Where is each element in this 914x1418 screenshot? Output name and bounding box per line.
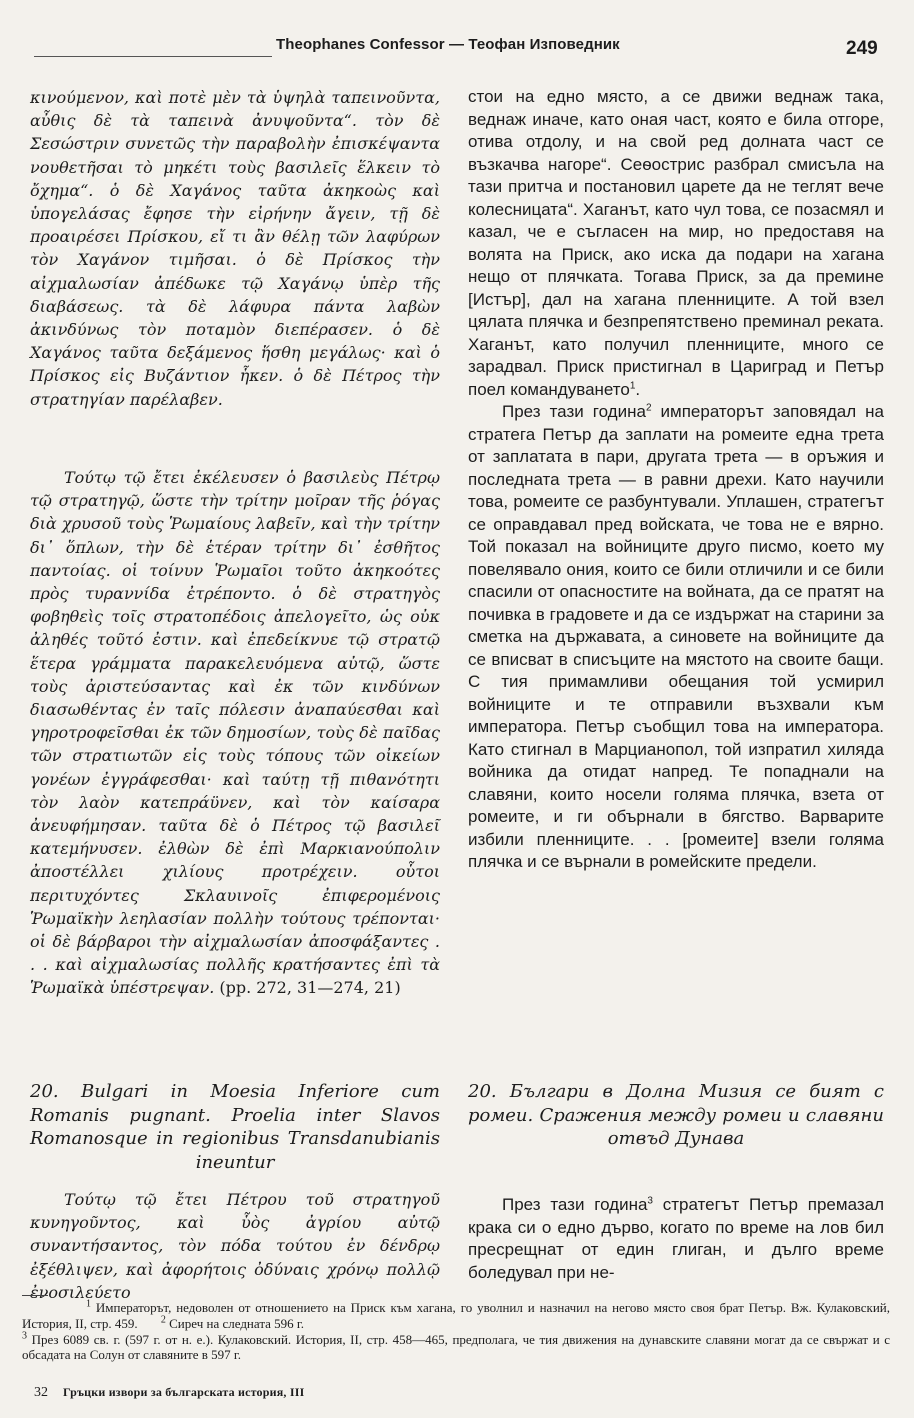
bulgarian-paragraph-3 <box>468 1194 884 1284</box>
signature-number: 32 <box>34 1385 48 1400</box>
bulgarian-text-3-start: През тази година <box>502 1195 648 1214</box>
footnote-ref-2: 2 <box>645 402 652 414</box>
bulgarian-section-heading: 20. Българи в Долна Мизия се бият с ромеи. Сражения между ромеи и славяни отвъд Дунава <box>468 1081 884 1149</box>
greek-paragraph-3 <box>30 1188 440 1304</box>
footnote-mark-2: 2 <box>160 1314 166 1326</box>
bulgarian-text-1: стои на едно място, а се движи веднаж така, веднаж иначе, като оная част, която е била отгоре, отива отдолу, и на свой ред долната част се възкачва нагоре“. Сеѳострис разбрал смисъла на тази притча и постановил царете да не теглят вече колесницата“. Хаганът, като чул това, се позасмял и казал, че е съгласен на мир, но предоставя на волята на Приск, ако иска да подари на хагана нещо от плячката. Тогава Приск, за да премине [Истър], дал на хагана пленниците. А той взел цялата плячка и безпрепятствено преминал реката. Хаганът, като получил пленниците, много се зарадвал. Приск пристигнал в Цариград и Петър поел командуването$^1$. <box>468 87 884 399</box>
footnote-ref-3: 3 <box>647 1195 653 1207</box>
page-number: 249 <box>846 38 878 59</box>
page-header <box>0 0 914 70</box>
greek-text-2-body: Τούτῳ τῷ ἔτει ἐκέλευσεν ὁ βασιλεὺς Πέτρῳ τῷ στρατηγῷ, ὥστε τὴν τρίτην μοῖραν τῆς ῥόγας διὰ χρυσοῦ τοὺς Ῥωμαίους λαβεῖν, καὶ τὴν τρίτην δι᾽ ὅπλων, τὴν δὲ ἑτέραν τρίτην δι᾽ ἐσθῆτος παντοίας. οἱ τοίνυν Ῥωμαῖοι τοῦτο ἀκηκοότες πρὸς τυραννίδα ἐτρέποντο. ὁ δὲ στρατηγὸς φοβηθεὶς τοῖς στρατοπέδοις ἀπελογεῖτο, ὡς οὐκ ἀληθές τοῦτό ἐστιν. καὶ ἐπεδείκνυε τῷ στρατῷ ἕτερα γράμματα παρακελευόμενα αὐτῷ, ὥστε τοὺς ἀριστεύσαντας καὶ ἐκ τῶν κινδύνων διασωθέντας ἐν ταῖς πόλεσιν ἀναπαύεσθαι καὶ γηροτροφεῖσθαι ἐκ τῶν δημοσίων, τοὺς δὲ παῖδας τῶν στρατιωτῶν εἰς τοὺς τόπους τῶν οἰκείων γονέων ἐγγράφεσθαι· καὶ ταύτῃ τῇ πιθανότητι τὸν λαὸν κατεπράϋνεν, καὶ τὸν καίσαρα ἀνευφήμησαν. ταῦτα δὲ ὁ Πέτρος τῷ βασιλεῖ κατεμήνυσεν. ἐλθὼν δὲ ἐπὶ Μαρκιανούπολιν ἀποστέλλει χιλίους προτρέχειν. οὗτοι περιτυχόντες Σκλαυινοῖς ἐπιφερομένοις Ῥωμαϊκὴν λεηλασίαν πολλὴν τούτους τρέπονται· οἱ δὲ βάρβαροι τὴν αἰχμαλωσίαν ἀποσφάξαντες . . . καὶ αἰχμαλωσίας πολλῆς κρατήσαντες ἐπὶ τὰ Ῥωμαϊκὰ ὑπέστρεψαν. <box>30 468 440 998</box>
bulgarian-text-2-start: През тази година <box>502 402 646 421</box>
bulgarian-text-1-body: стои на едно място, а се движи веднаж така, веднаж иначе, като оная част, която е била отгоре, отива отдолу, и на свой ред долната част се възкачва нагоре“. Сеѳострис разбрал смисъла на тази притча и постановил царете да не теглят вече колесницата“. Хаганът, като чул това, се позасмял и казал, че е съгласен на мир, но предоставя на волята на Приск, ако иска да подари на хагана нещо от плячката. Тогава Приск, за да премине [Истър], дал на хагана пленниците. А той взел цялата плячка и безпрепятствено преминал реката. Хаганът, като получил пленниците, много се зарадвал. Приск пристигнал в Цариград и Петър поел командуването <box>468 87 884 399</box>
footnote-mark-1: 1 <box>86 1298 91 1310</box>
footnote-mark-3: 3 <box>22 1330 27 1342</box>
bulgarian-text-3-body: стратегът Петър премазал крака си о едно дърво, когато по време на лов бил пресрещнат от един глиган, и дълго време боледувал при не- <box>468 1195 884 1282</box>
bulgarian-text-2-body: императорът заповядал на стратега Петър да заплати на ромеите една трета от заплатата в пари, другата трета — в оръжия и последната трета — в равни дрехи. Като научили това, ромеите се разбунтували. Уплашен, стратегът се оправдавал пред войската, че това не е вярно. Той показал на войниците друго писмо, което му повелявало ония, които се били отличили и се били спасили от опасностите на войната, да се пратят на почивка в градовете и да се издържат на старини за сметка на държавата, а синовете на войниците да се вписват в списъците на мястото на своите бащи. С тия примамливи обещания той усмирил войниците и те отправили възхвали към императора. Петър съобщил това на императора. Като стигнал в Марцианопол, той изпратил хиляда войника да отидат напред. Те попаднали на славяни, които носели голяма плячка, взета от ромеите, и ги обърнали в бягство. Варварите избили пленниците. . . [ромеите] взели голяма плячка и се върнали в ромейските предели. <box>468 402 884 871</box>
bulgarian-text-2 <box>468 401 884 874</box>
footnotes <box>22 1300 890 1363</box>
book-title: Гръцки извори за българската история, III <box>63 1385 305 1399</box>
footnote-rule <box>22 1295 48 1296</box>
running-title: Theophanes Confessor — Теофан Изповедник <box>276 36 620 53</box>
page-footer <box>34 1385 304 1401</box>
greek-paragraph-1 <box>30 86 440 411</box>
greek-text-2 <box>30 466 440 1000</box>
latin-section-heading: 20. Bulgari in Moesia Inferiore cum Romanis pugnant. Proelia inter Slavos Romanosque in regionibus Transdanubianis ineuntur <box>30 1081 440 1173</box>
footnote-ref-1: 1 <box>629 379 636 391</box>
bulgarian-paragraph-1 <box>468 86 884 874</box>
footnote-3: През 6089 св. г. (597 г. от н. е.). Кулаковский. История, II, стр. 458—465, предполага, че тия движения на дунавските славяни могат да се свържат и с обсадата на Солун от славяните в 597 г. <box>22 1331 890 1363</box>
bulgarian-text-3 <box>468 1194 884 1284</box>
greek-text-3: Τούτῳ τῷ ἔτει Πέτρου τοῦ στρατηγοῦ κυνηγοῦντος, καὶ ὗὸς ἀγρίου αὐτῷ συναντήσαντος, τὸν πόδα τούτου ἐν δένδρῳ ἐξέθλιψεν, καὶ ἀφορήτοις ὀδύναις χρόνῳ πολλῷ ἐνοσιλεύετο <box>30 1190 440 1302</box>
footnote-1: Императорът, недоволен от отношението на Приск към хагана, го уволнил и назначил на негово място своя брат Петър. Вж. Кулаковский, История, II, стр. 459. <box>22 1300 890 1331</box>
greek-paragraph-2 <box>30 466 440 1000</box>
header-rule <box>34 56 272 57</box>
footnote-2: Сиреч на следната 596 г. <box>165 1315 305 1331</box>
greek-text-1: κινούμενον, καὶ ποτὲ μὲν τὰ ὑψηλὰ ταπεινοῦντα, αὖθις δὲ τὰ ταπεινὰ ἀνυψοῦντα“. τὸν δὲ Σεσώστριν συνετῶς τὴν παραβολὴν ἐπισκέψαντα νουθετῆσαι τὸ μηκέτι τοὺς βασιλεῖς ἕλκειν τὸ ὄχημα“. ὁ δὲ Χαγάνος ταῦτα ἀκηκοὼς καὶ ὑπογελάσας ἔφησε τὴν εἰρήνην ἄγειν, τῇ δὲ προαιρέσει Πρίσκου, εἴ τι ἂν θέλῃ τῶν λαφύρων τὸν Χαγάνον τιμῆσαι. ὁ δὲ Πρίσκος τὴν αἰχμαλωσίαν ἀπέδωκε τῷ Χαγάνῳ ὑπὲρ τῆς διαβάσεως. τὰ δὲ λάφυρα πάντα λαβὼν ἀκινδύνως τὸν ποταμὸν διεπέρασεν. ὁ δὲ Χαγάνος ταῦτα δεξάμενος ἥσθη μεγάλως· καὶ ὁ Πρίσκος εἰς Βυζάντιον ἧκεν. ὁ δὲ Πέτρος τὴν στρατηγίαν παρέλαβεν. <box>30 88 440 409</box>
greek-citation: (pp. 272, 31—274, 21) <box>219 978 401 998</box>
